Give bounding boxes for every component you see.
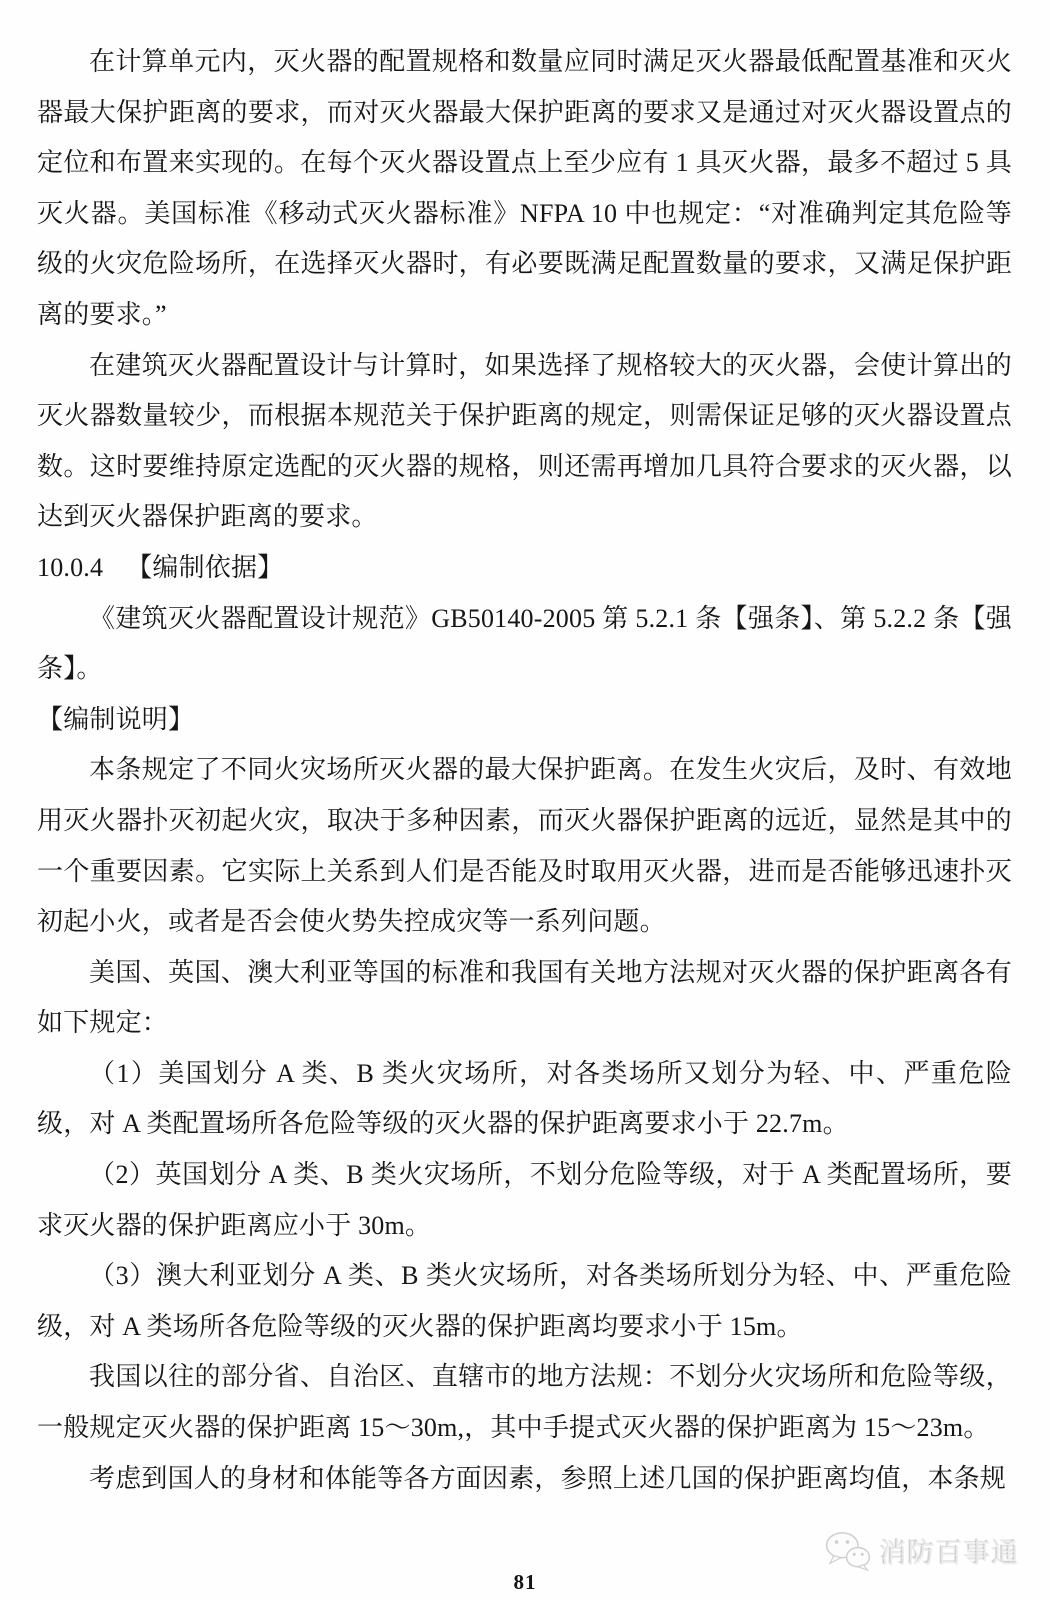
paragraph-conclusion-partial: 考虑到国人的身材和体能等各方面因素，参照上述几国的保护距离均值，本条规 (89, 1463, 1007, 1493)
paragraph-item-1-usa: （1）美国划分 A 类、B 类火灾场所，对各类场所又划分为轻、中、严重危险级，对 A 类配置场所各危险等级的灭火器的保护距离要求小于 22.7m。 (37, 1058, 1012, 1139)
document-body (37, 37, 1012, 1504)
watermark-text: 消防百事通 (880, 1538, 1020, 1569)
section-number: 10.0.4 (37, 552, 104, 582)
paragraph-item-2-uk: （2）英国划分 A 类、B 类火灾场所，不划分危险等级，对于 A 类配置场所，要求灭火器的保护距离应小于 30m。 (37, 1160, 1012, 1240)
paragraph-basis-reference: 《建筑灭火器配置设计规范》GB50140-2005 第 5.2.1 条【强条】、第 5.2.2 条【强条】。 (37, 603, 1012, 684)
page-number: 81 (513, 1570, 537, 1594)
watermark (824, 1531, 1020, 1571)
paragraph-1: 在计算单元内，灭火器的配置规格和数量应同时满足灭火器最低配置基准和灭火器最大保护距离的要求，而对灭火器最大保护距离的要求又是通过对灭火器设置点的定位和布置来实现的。在每个灭火器设置点上至少应有 1 具灭火器，最多不超过 5 具灭火器。美国标准《移动式灭火器标准》NFPA 10 中也规定：“对准确判定其危险等级的火灾危险场所，在选择灭火器时，有必要既满足配置数量的要求，又满足保护距离的要求。” (37, 47, 1012, 329)
section-heading-label: 【编制依据】 (126, 552, 284, 582)
paragraph-item-3-australia: （3）澳大利亚划分 A 类、B 类火灾场所，对各类场所划分为轻、中、严重危险级，对 A 类场所各危险等级的灭火器的保护距离均要求小于 15m。 (37, 1261, 1012, 1341)
paragraph-china-local-regulations: 我国以往的部分省、自治区、直辖市的地方法规：不划分火灾场所和危险等级，一般规定灭火器的保护距离 15～30m,，其中手提式灭火器的保护距离为 15～23m。 (37, 1362, 1012, 1443)
paragraph-2: 在建筑灭火器配置设计与计算时，如果选择了规格较大的灭火器，会使计算出的灭火器数量较少，而根据本规范关于保护距离的规定，则需保证足够的灭火器设置点数。这时要维持原定选配的灭火器的规格，则还需再增加几具符合要求的灭火器，以达到灭火器保护距离的要求。 (37, 350, 1012, 532)
paragraph-4: 美国、英国、澳大利亚等国的标准和我国有关地方法规对灭火器的保护距离各有如下规定： (37, 957, 1012, 1038)
section-heading-10-0-4 (37, 543, 1012, 594)
wechat-icon (824, 1531, 872, 1571)
subsection-heading-explanation: 【编制说明】 (37, 704, 195, 734)
paragraph-3: 本条规定了不同火灾场所灭火器的最大保护距离。在发生火灾后，及时、有效地用灭火器扑灭初起火灾，取决于多种因素，而灭火器保护距离的远近，显然是其中的一个重要因素。它实际上关系到人们是否能及时取用灭火器，进而是否能够迅速扑灭初起小火，或者是否会使火势失控成灾等一系列问题。 (37, 755, 1012, 937)
